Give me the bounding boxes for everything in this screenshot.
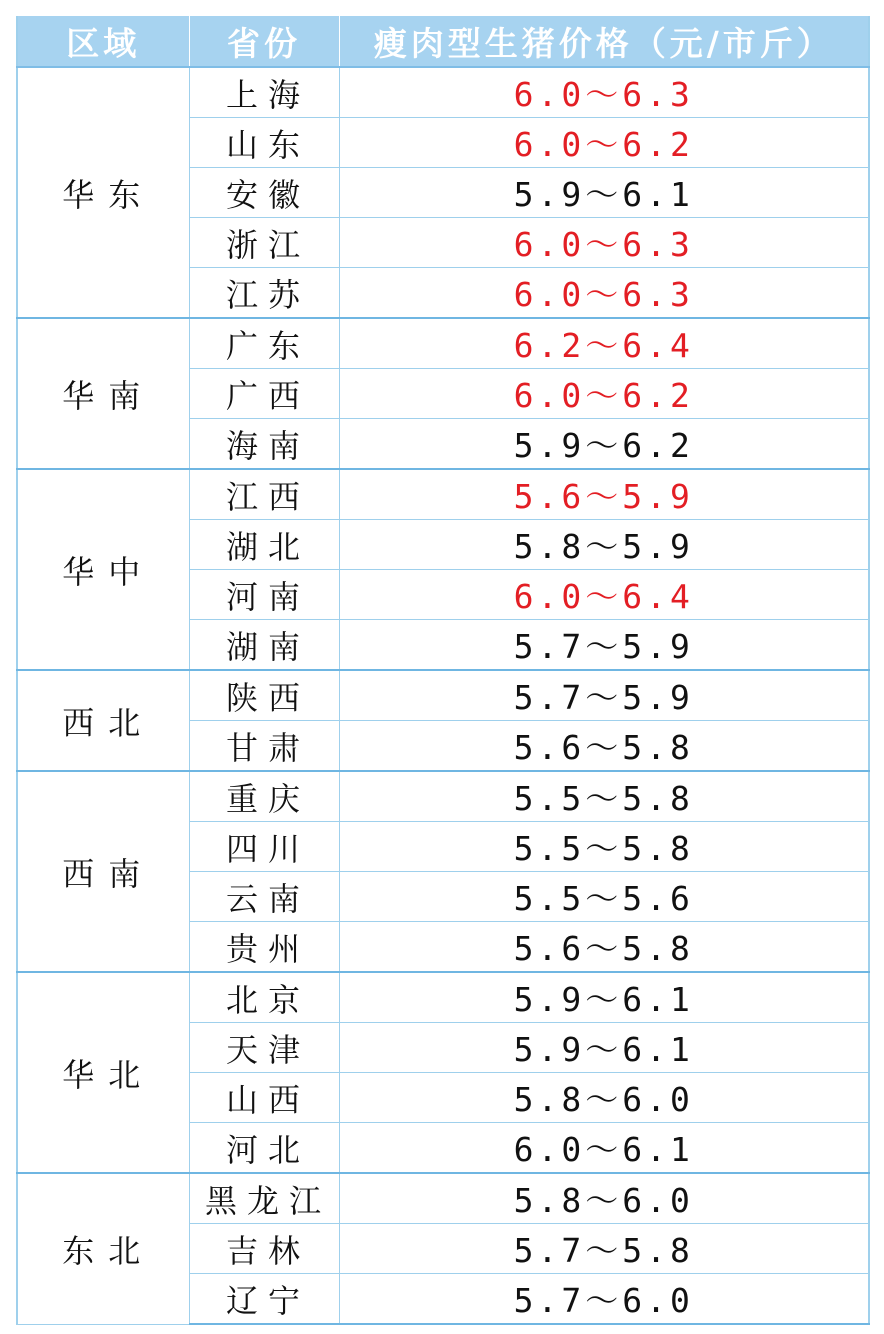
province-cell: 山东: [189, 118, 339, 168]
province-cell: 辽宁: [189, 1274, 339, 1325]
price-cell: 5.9～6.1: [339, 1023, 869, 1073]
price-cell: 6.0～6.4: [339, 570, 869, 620]
region-cell: 华北: [17, 972, 189, 1173]
price-cell: 5.7～5.9: [339, 620, 869, 671]
province-cell: 云南: [189, 872, 339, 922]
region-column-header: 区域: [17, 16, 189, 67]
province-cell: 广西: [189, 369, 339, 419]
province-cell: 贵州: [189, 922, 339, 973]
price-cell: 5.6～5.8: [339, 922, 869, 973]
price-cell: 6.0～6.3: [339, 67, 869, 118]
price-cell: 5.5～5.8: [339, 771, 869, 822]
region-cell: 西南: [17, 771, 189, 972]
table-row: [17, 469, 869, 520]
price-cell: 5.7～5.8: [339, 1224, 869, 1274]
province-cell: 四川: [189, 822, 339, 872]
price-cell: 5.5～5.6: [339, 872, 869, 922]
region-cell: 东北: [17, 1173, 189, 1324]
province-cell: 黑龙江: [189, 1173, 339, 1224]
province-cell: 河南: [189, 570, 339, 620]
table-header: [17, 16, 869, 67]
region-cell: 华南: [17, 318, 189, 469]
price-cell: 5.5～5.8: [339, 822, 869, 872]
price-cell: 6.0～6.3: [339, 218, 869, 268]
price-column-header: 瘦肉型生猪价格（元/市斤）: [339, 16, 869, 67]
price-cell: 6.0～6.2: [339, 369, 869, 419]
pig-price-table: [16, 16, 870, 1325]
province-cell: 山西: [189, 1073, 339, 1123]
table-row: [17, 670, 869, 721]
province-cell: 陕西: [189, 670, 339, 721]
price-cell: 5.8～6.0: [339, 1073, 869, 1123]
table-row: [17, 318, 869, 369]
province-cell: 江苏: [189, 268, 339, 319]
price-cell: 6.2～6.4: [339, 318, 869, 369]
province-cell: 广东: [189, 318, 339, 369]
province-cell: 吉林: [189, 1224, 339, 1274]
price-cell: 5.6～5.9: [339, 469, 869, 520]
table-row: [17, 972, 869, 1023]
price-cell: 5.8～6.0: [339, 1173, 869, 1224]
price-cell: 5.8～5.9: [339, 520, 869, 570]
price-cell: 5.7～5.9: [339, 670, 869, 721]
province-cell: 浙江: [189, 218, 339, 268]
price-cell: 5.9～6.1: [339, 972, 869, 1023]
price-cell: 6.0～6.1: [339, 1123, 869, 1174]
province-cell: 上海: [189, 67, 339, 118]
region-cell: 华中: [17, 469, 189, 670]
province-column-header: 省份: [189, 16, 339, 67]
table-row: [17, 1173, 869, 1224]
province-cell: 湖南: [189, 620, 339, 671]
province-cell: 安徽: [189, 168, 339, 218]
header-row: [17, 16, 869, 67]
table-row: [17, 67, 869, 118]
price-cell: 5.9～6.1: [339, 168, 869, 218]
province-cell: 江西: [189, 469, 339, 520]
province-cell: 北京: [189, 972, 339, 1023]
price-cell: 6.0～6.3: [339, 268, 869, 319]
province-cell: 河北: [189, 1123, 339, 1174]
province-cell: 湖北: [189, 520, 339, 570]
province-cell: 海南: [189, 419, 339, 470]
price-cell: 5.6～5.8: [339, 721, 869, 772]
table-row: [17, 771, 869, 822]
region-cell: 华东: [17, 67, 189, 318]
price-cell: 6.0～6.2: [339, 118, 869, 168]
price-cell: 5.7～6.0: [339, 1274, 869, 1325]
region-cell: 西北: [17, 670, 189, 771]
province-cell: 重庆: [189, 771, 339, 822]
price-cell: 5.9～6.2: [339, 419, 869, 470]
province-cell: 甘肃: [189, 721, 339, 772]
province-cell: 天津: [189, 1023, 339, 1073]
table-body: [17, 67, 869, 1324]
